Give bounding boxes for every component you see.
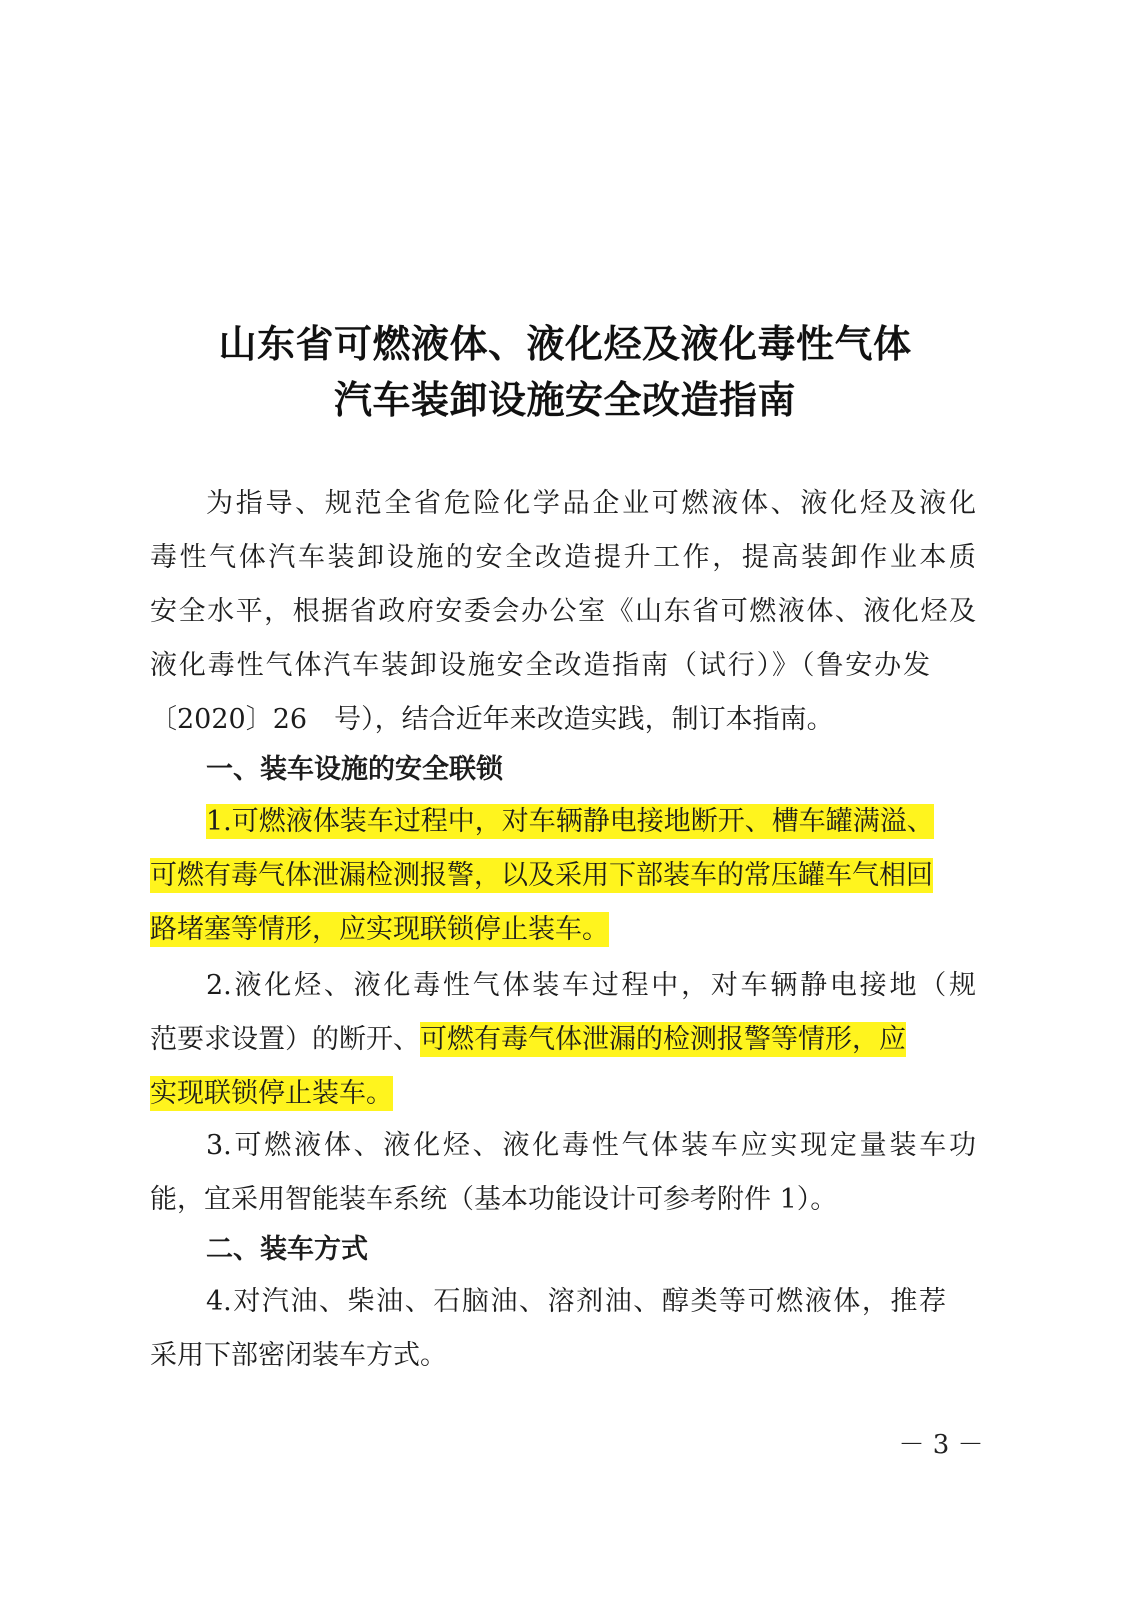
item-4-line: 4.对汽油、柴油、石脑油、溶剂油、醇类等可燃液体，推荐 [206, 1286, 946, 1317]
intro-line: 毒性气体汽车装卸设施的安全改造提升工作，提高装卸作业本质 [150, 542, 976, 573]
highlighted-text: 实现联锁停止装车。 [150, 1078, 393, 1109]
item-3-line: 能，宜采用智能装车系统（基本功能设计可参考附件 1）。 [150, 1184, 838, 1215]
item-1-line [150, 910, 609, 950]
highlighted-text: 可燃有毒气体泄漏的检测报警等情形，应 [420, 1024, 906, 1055]
item-3-line: 3.可燃液体、液化烃、液化毒性气体装车应实现定量装车功 [206, 1130, 976, 1161]
highlighted-text: 可燃有毒气体泄漏检测报警，以及采用下部装车的常压罐车气相回 [150, 860, 933, 891]
intro-line: 〔2020〕26 号），结合近年来改造实践，制订本指南。 [150, 704, 834, 735]
item-2-plain-text: 范要求设置）的断开、 [150, 1024, 420, 1055]
page-number: － 3 － [898, 1430, 984, 1460]
item-2-line [150, 1020, 906, 1060]
item-4-line: 采用下部密闭装车方式。 [150, 1340, 447, 1371]
section-heading: 一、装车设施的安全联锁 [206, 754, 503, 785]
intro-line: 为指导、规范全省危险化学品企业可燃液体、液化烃及液化 [206, 488, 976, 519]
document-title-line-1: 山东省可燃液体、液化烃及液化毒性气体 [218, 322, 912, 366]
item-1-line [206, 802, 966, 842]
intro-line: 安全水平，根据省政府安委会办公室《山东省可燃液体、液化烃及 [150, 596, 976, 627]
intro-line: 液化毒性气体汽车装卸设施安全改造指南（试行）》（鲁安办发 [150, 650, 930, 681]
highlighted-text: 路堵塞等情形，应实现联锁停止装车。 [150, 914, 609, 945]
section-heading: 二、装车方式 [206, 1234, 368, 1265]
item-2-line: 2.液化烃、液化毒性气体装车过程中，对车辆静电接地（规 [206, 970, 976, 1001]
document-title-line-2: 汽车装卸设施安全改造指南 [333, 378, 796, 422]
item-1-line [150, 856, 976, 896]
item-2-line [150, 1074, 393, 1114]
highlighted-text: 1.可燃液体装车过程中，对车辆静电接地断开、槽车罐满溢、 [206, 806, 934, 837]
